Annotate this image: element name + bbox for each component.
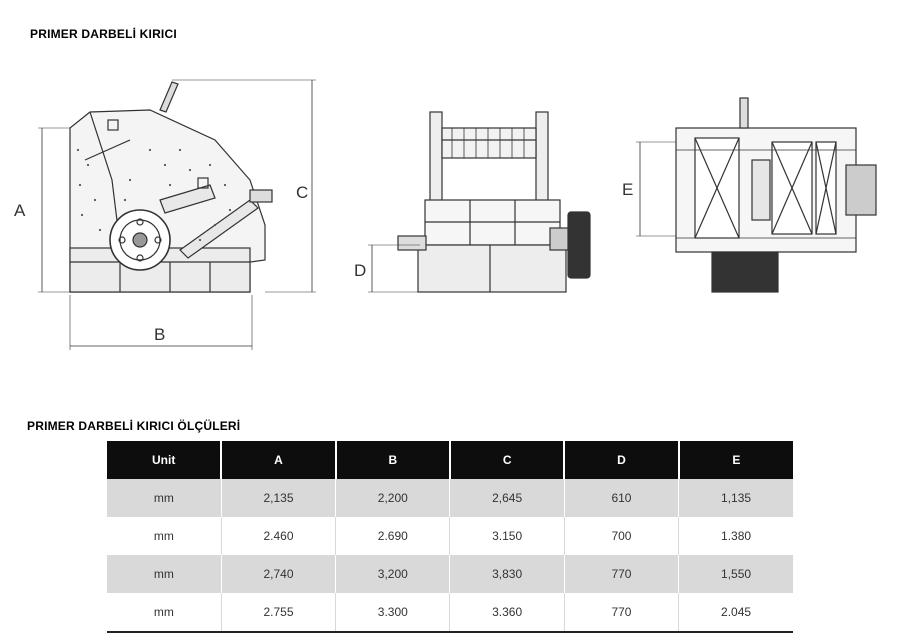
header-d: D bbox=[564, 441, 678, 479]
front-view bbox=[368, 112, 590, 292]
cell-b: 2.690 bbox=[336, 517, 450, 555]
side-view bbox=[38, 80, 316, 350]
cell-unit: mm bbox=[107, 593, 221, 632]
cell-a: 2,740 bbox=[221, 555, 335, 593]
dimensions-table bbox=[107, 441, 793, 633]
cell-d: 610 bbox=[564, 479, 678, 517]
cell-a: 2.460 bbox=[221, 517, 335, 555]
dimension-label-e: E bbox=[622, 180, 634, 199]
cell-e: 1,135 bbox=[679, 479, 793, 517]
table-title: PRIMER DARBELİ KIRICI ÖLÇÜLERİ bbox=[27, 419, 241, 433]
header-e: E bbox=[679, 441, 793, 479]
cell-unit: mm bbox=[107, 517, 221, 555]
top-view bbox=[636, 98, 876, 292]
header-b: B bbox=[336, 441, 450, 479]
table-header-row bbox=[107, 441, 793, 479]
cell-b: 3.300 bbox=[336, 593, 450, 632]
cell-c: 3,830 bbox=[450, 555, 564, 593]
cell-c: 3.360 bbox=[450, 593, 564, 632]
cell-c: 3.150 bbox=[450, 517, 564, 555]
cell-d: 770 bbox=[564, 593, 678, 632]
header-a: A bbox=[221, 441, 335, 479]
cell-e: 1.380 bbox=[679, 517, 793, 555]
cell-d: 700 bbox=[564, 517, 678, 555]
cell-b: 2,200 bbox=[336, 479, 450, 517]
cell-a: 2,135 bbox=[221, 479, 335, 517]
table-row bbox=[107, 555, 793, 593]
cell-unit: mm bbox=[107, 479, 221, 517]
header-c: C bbox=[450, 441, 564, 479]
cell-c: 2,645 bbox=[450, 479, 564, 517]
dimension-label-b: B bbox=[154, 325, 166, 344]
table-row bbox=[107, 593, 793, 632]
drawing-title: PRIMER DARBELİ KIRICI bbox=[30, 27, 177, 41]
header-unit: Unit bbox=[107, 441, 221, 479]
table-row bbox=[107, 479, 793, 517]
technical-drawing bbox=[0, 60, 918, 360]
cell-e: 1,550 bbox=[679, 555, 793, 593]
table-row bbox=[107, 517, 793, 555]
cell-b: 3,200 bbox=[336, 555, 450, 593]
cell-a: 2.755 bbox=[221, 593, 335, 632]
cell-e: 2.045 bbox=[679, 593, 793, 632]
dimension-label-d: D bbox=[354, 261, 367, 280]
cell-d: 770 bbox=[564, 555, 678, 593]
dimension-label-c: C bbox=[296, 183, 309, 202]
dimension-label-a: A bbox=[14, 201, 26, 220]
cell-unit: mm bbox=[107, 555, 221, 593]
